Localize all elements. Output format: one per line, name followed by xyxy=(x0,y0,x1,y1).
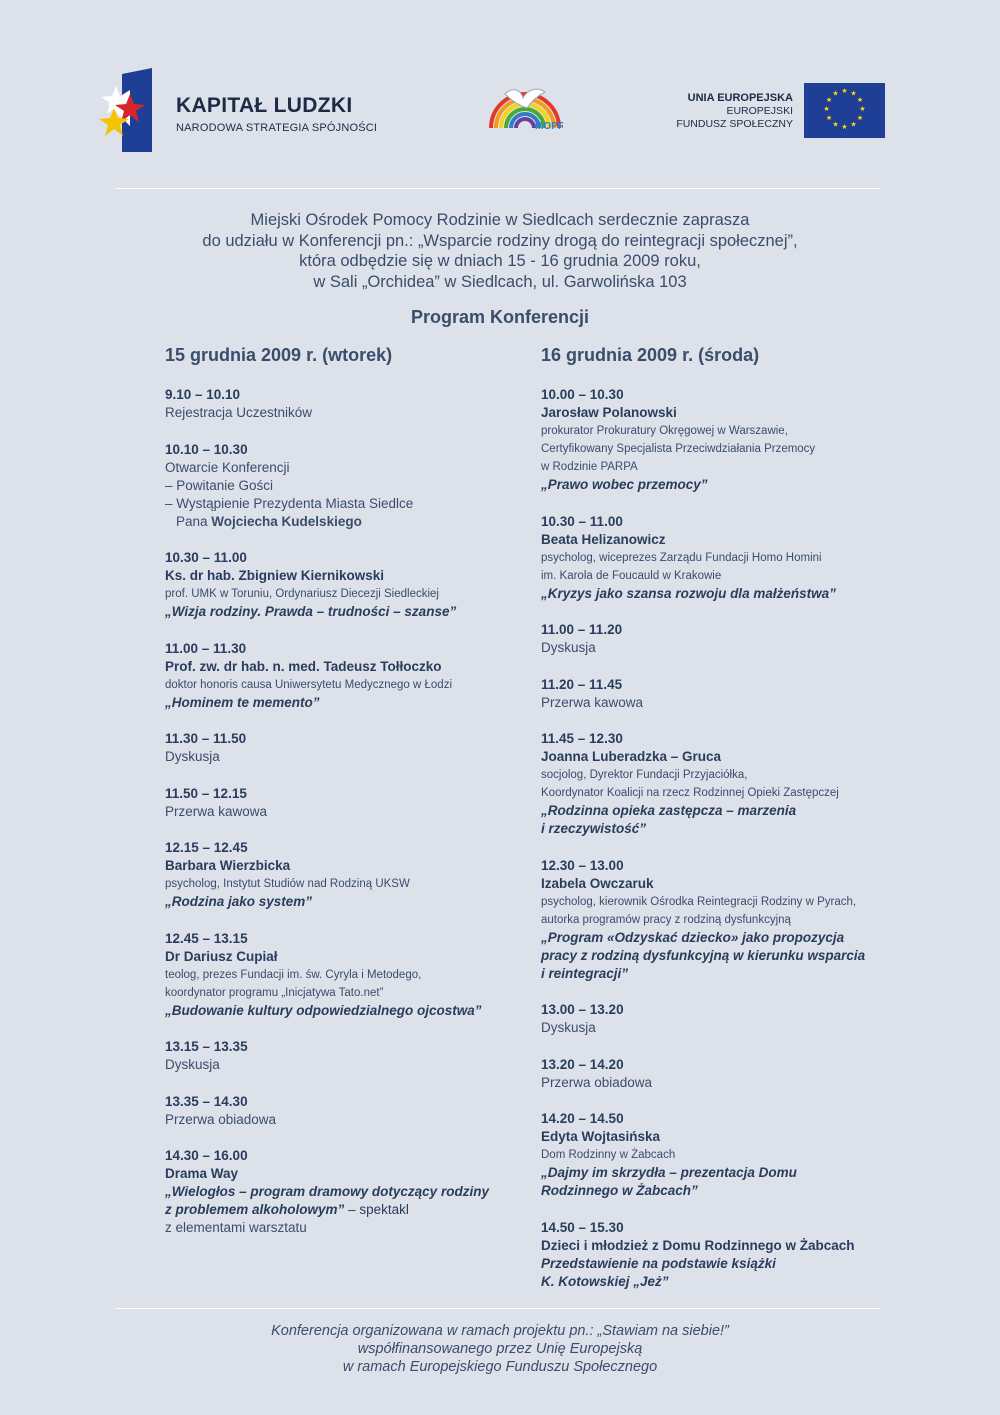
speaker-name: Joanna Luberadzka – Gruca xyxy=(541,749,722,764)
eu-line-2: EUROPEJSKI xyxy=(726,105,793,117)
session-time: 12.45 – 13.15 xyxy=(165,930,248,946)
lecture-topic-text: „Kryzys jako szansa rozwoju dla małżeństwa” xyxy=(541,585,836,601)
lecture-topic-text: Rodzinnego w Żabcach” xyxy=(541,1183,698,1198)
svg-text:★: ★ xyxy=(856,114,864,122)
speaker-description: prokurator Prokuratury Okręgowej w Warszawie, xyxy=(541,425,788,437)
session-time: 14.20 – 14.50 xyxy=(541,1111,624,1126)
eu-line-1: UNIA EUROPEJSKA xyxy=(687,92,793,104)
kapital-ludzki-title: KAPITAŁ LUDZKI xyxy=(176,94,353,117)
session-time: 13.15 – 13.35 xyxy=(165,1039,248,1054)
lecture-topic xyxy=(541,947,891,965)
lecture-topic-text: „Wizja rodziny. Prawda – trudności – szanse” xyxy=(165,604,457,619)
lecture-topic xyxy=(541,476,891,494)
speaker-description: w Rodzinie PARPA xyxy=(541,461,638,473)
lecture-topic-text: „Rodzina jako system” xyxy=(165,894,313,909)
speaker-name: Beata Helizanowicz xyxy=(541,531,666,547)
schedule-item xyxy=(165,640,525,712)
lecture-topic xyxy=(165,893,525,911)
schedule-item xyxy=(541,676,891,712)
session-label: Rejestracja Uczestników xyxy=(165,405,313,420)
mopr-label: MOPR xyxy=(535,121,563,132)
speaker-name: Izabela Owczaruk xyxy=(541,875,654,891)
session-time: 10.10 – 10.30 xyxy=(165,441,248,457)
footer-line-2: współfinansowanego przez Unię Europejską xyxy=(357,1341,643,1357)
schedule-item xyxy=(541,386,891,494)
speaker-description: Certyfikowany Specjalista Przeciwdziałania Przemocy xyxy=(541,443,816,455)
schedule-item xyxy=(541,1110,891,1200)
lecture-topic-suffix: – spektakl xyxy=(348,1202,409,1217)
session-label: Dyskusja xyxy=(541,1020,596,1035)
speaker-description: psycholog, Instytut Studiów nad Rodziną UKSW xyxy=(165,878,410,890)
session-time: 13.35 – 14.30 xyxy=(165,1093,248,1109)
svg-text:★: ★ xyxy=(832,89,839,98)
session-time: 13.00 – 13.20 xyxy=(541,1002,624,1017)
schedule-item xyxy=(165,730,525,766)
session-label: Otwarcie Konferencji xyxy=(165,459,290,475)
schedule-item xyxy=(165,930,525,1020)
lecture-topic xyxy=(541,1255,891,1273)
svg-text:★: ★ xyxy=(841,123,848,131)
lecture-topic xyxy=(541,965,891,983)
speaker-description: socjolog, Dyrektor Fundacji Przyjaciółka, xyxy=(541,769,748,781)
lecture-topic-text: Przedstawienie na podstawie książki xyxy=(541,1255,776,1271)
footer-line-3: w ramach Europejskiego Funduszu Społecznego xyxy=(342,1359,658,1375)
day-2-schedule xyxy=(541,386,891,1291)
session-time: 12.30 – 13.00 xyxy=(541,857,624,873)
session-time: 10.30 – 11.00 xyxy=(541,513,623,529)
session-time: 11.30 – 11.50 xyxy=(165,731,247,746)
lecture-topic-text: „Dajmy im skrzydła – prezentacja Domu xyxy=(541,1165,797,1180)
speaker-description: prof. UMK w Toruniu, Ordynariusz Diecezji Siedleckiej xyxy=(165,588,439,600)
day-1-column xyxy=(165,345,525,1256)
svg-text:★: ★ xyxy=(841,87,848,95)
lecture-topic xyxy=(541,585,891,603)
session-time: 10.00 – 10.30 xyxy=(541,387,624,402)
session-label: Przerwa obiadowa xyxy=(165,1111,277,1127)
mopr-logo xyxy=(487,72,563,132)
session-time: 11.00 – 11.30 xyxy=(165,640,247,656)
schedule-item xyxy=(165,1093,525,1129)
speaker-name: Barbara Wierzbicka xyxy=(165,858,291,873)
bottom-divider xyxy=(115,1308,880,1309)
schedule-item xyxy=(541,857,891,983)
lecture-topic-text: „Budowanie kultury odpowiedzialnego ojcostwa” xyxy=(165,1002,482,1018)
lecture-topic xyxy=(165,1183,525,1201)
lecture-topic-text: i rzeczywistość” xyxy=(541,821,647,836)
lecture-topic-text: „Rodzinna opieka zastępcza – marzenia xyxy=(541,803,797,818)
subitem-highlight-name: Wojciecha Kudelskiego xyxy=(211,513,362,529)
day-2-column xyxy=(541,345,891,1309)
speaker-description: psycholog, wiceprezes Zarządu Fundacji Homo Homini xyxy=(541,551,822,564)
program-title: Program Konferencji xyxy=(410,307,590,327)
schedule-item xyxy=(165,785,525,821)
schedule-item xyxy=(541,621,891,657)
lecture-topic xyxy=(165,1002,525,1020)
session-label: Dyskusja xyxy=(541,640,596,655)
schedule-item xyxy=(165,1038,525,1074)
session-label: z elementami warsztatu xyxy=(165,1220,307,1235)
lecture-topic xyxy=(165,603,525,621)
speaker-description: autorka programów pracy z rodziną dysfunkcyjną xyxy=(541,913,791,926)
subitem-prefix: Pana xyxy=(176,513,212,529)
lecture-topic-text: „Prawo wobec przemocy” xyxy=(541,477,708,492)
svg-text:★: ★ xyxy=(825,96,833,104)
kapital-ludzki-subtitle: NARODOWA STRATEGIA SPÓJNOŚCI xyxy=(176,122,378,134)
lecture-topic xyxy=(165,694,525,712)
session-subitem: – Wystąpienie Prezydenta Miasta Siedlce xyxy=(165,495,414,511)
eu-flag-icon xyxy=(804,83,885,138)
footer-note xyxy=(0,1322,1000,1376)
schedule-item xyxy=(541,1056,891,1092)
svg-text:★: ★ xyxy=(850,120,857,129)
mopr-rainbow-icon xyxy=(487,72,563,132)
lecture-topic-text: z problemem alkoholowym” xyxy=(165,1202,345,1217)
speaker-name: Ks. dr hab. Zbigniew Kiernikowski xyxy=(165,568,385,583)
lecture-topic xyxy=(541,820,891,838)
svg-text:★: ★ xyxy=(850,89,857,98)
schedule-item xyxy=(165,839,525,911)
lecture-topic xyxy=(541,1182,891,1200)
svg-text:★: ★ xyxy=(823,105,830,113)
session-label: Dyskusja xyxy=(165,749,220,764)
session-time: 11.00 – 11.20 xyxy=(541,622,623,637)
lecture-topic xyxy=(541,1273,891,1291)
schedule-item xyxy=(541,1219,891,1291)
schedule-item xyxy=(541,1001,891,1037)
speaker-name: Prof. zw. dr hab. n. med. Tadeusz Tołłoczko xyxy=(165,658,442,674)
lecture-topic xyxy=(541,929,891,947)
speaker-name: Drama Way xyxy=(165,1166,239,1181)
session-time: 11.20 – 11.45 xyxy=(541,676,623,692)
session-time: 12.15 – 12.45 xyxy=(165,840,248,855)
session-time: 14.50 – 15.30 xyxy=(541,1219,624,1235)
svg-text:★: ★ xyxy=(856,96,864,104)
session-time: 13.20 – 14.20 xyxy=(541,1056,624,1072)
lecture-topic-text: i reintegracji” xyxy=(541,965,629,981)
speaker-description: teolog, prezes Fundacji im. św. Cyryla i Metodego, xyxy=(165,968,422,981)
schedule-item xyxy=(541,513,891,603)
schedule-item xyxy=(165,386,525,422)
session-time: 11.45 – 12.30 xyxy=(541,731,623,746)
session-label: Dyskusja xyxy=(165,1057,220,1072)
session-label: Przerwa obiadowa xyxy=(541,1074,653,1090)
lecture-topic-text: „Hominem te memento” xyxy=(165,694,320,710)
speaker-description: Dom Rodzinny w Żabcach xyxy=(541,1149,676,1161)
speaker-name: Dr Dariusz Cupiał xyxy=(165,948,278,964)
session-time: 9.10 – 10.10 xyxy=(165,387,241,402)
schedule-item xyxy=(165,441,525,531)
schedule-item xyxy=(165,549,525,621)
session-time: 10.30 – 11.00 xyxy=(165,550,247,565)
svg-text:★: ★ xyxy=(825,114,833,122)
session-label: Przerwa kawowa xyxy=(541,694,644,710)
day-1-title: 15 grudnia 2009 r. (wtorek) xyxy=(165,345,393,365)
svg-text:★: ★ xyxy=(832,120,839,129)
day-1-schedule xyxy=(165,386,525,1237)
speaker-description: im. Karola de Foucauld w Krakowie xyxy=(541,569,722,582)
intro-line-3: która odbędzie się w dniach 15 - 16 grudnia 2009 roku, xyxy=(299,252,701,270)
schedule-item xyxy=(165,1147,525,1237)
top-divider xyxy=(115,188,880,189)
lecture-topic-text: „Program «Odzyskać dziecko» jako propozycja xyxy=(541,929,845,945)
lecture-topic xyxy=(165,1201,525,1219)
eu-fund-logo xyxy=(640,83,885,139)
speaker-description: Koordynator Koalicji na rzecz Rodzinnej Opieki Zastępczej xyxy=(541,787,839,799)
kapital-ludzki-emblem-icon xyxy=(100,66,160,156)
intro-line-2: do udziału w Konferencji pn.: „Wsparcie rodziny drogą do reintegracji społecznej”, xyxy=(202,231,798,250)
session-subitem: – Powitanie Gości xyxy=(165,477,274,493)
eu-line-3: FUNDUSZ SPOŁECZNY xyxy=(676,118,793,130)
lecture-topic xyxy=(541,1164,891,1182)
day-2-title: 16 grudnia 2009 r. (środa) xyxy=(541,345,760,365)
speaker-name: Jarosław Polanowski xyxy=(541,405,677,420)
lecture-topic xyxy=(541,802,891,820)
lecture-topic-text: „Wielogłos – program dramowy dotyczący rodziny xyxy=(165,1184,489,1199)
speaker-description: koordynator programu „Inicjatywa Tato.net” xyxy=(165,986,384,999)
session-subitem xyxy=(165,513,525,531)
intro-line-1: Miejski Ośrodek Pomocy Rodzinie w Siedlcach serdecznie zaprasza xyxy=(250,211,750,229)
footer-line-1: Konferencja organizowana w ramach projektu pn.: „Stawiam na siebie!” xyxy=(271,1323,729,1339)
speaker-name: Edyta Wojtasińska xyxy=(541,1129,661,1144)
svg-text:★: ★ xyxy=(859,105,866,113)
invitation-text xyxy=(0,210,1000,292)
eu-text-block xyxy=(676,92,793,131)
lecture-topic-text: K. Kotowskiej „Jeż” xyxy=(541,1273,669,1289)
intro-line-4: w Sali „Orchidea” w Siedlcach, ul. Garwolińska 103 xyxy=(313,272,687,291)
speaker-name: Dzieci i młodzież z Domu Rodzinnego w Żabcach xyxy=(541,1237,855,1253)
speaker-description: psycholog, kierownik Ośrodka Reintegracji Rodziny w Pyrach, xyxy=(541,895,857,908)
speaker-description: doktor honoris causa Uniwersytetu Medycznego w Łodzi xyxy=(165,678,453,691)
lecture-topic-text: pracy z rodziną dysfunkcyjną w kierunku wsparcia xyxy=(541,947,866,963)
session-time: 14.30 – 16.00 xyxy=(165,1148,248,1163)
schedule-item xyxy=(541,730,891,838)
session-label: Przerwa kawowa xyxy=(165,803,268,819)
session-time: 11.50 – 12.15 xyxy=(165,785,247,801)
kapital-ludzki-logo xyxy=(100,66,390,156)
